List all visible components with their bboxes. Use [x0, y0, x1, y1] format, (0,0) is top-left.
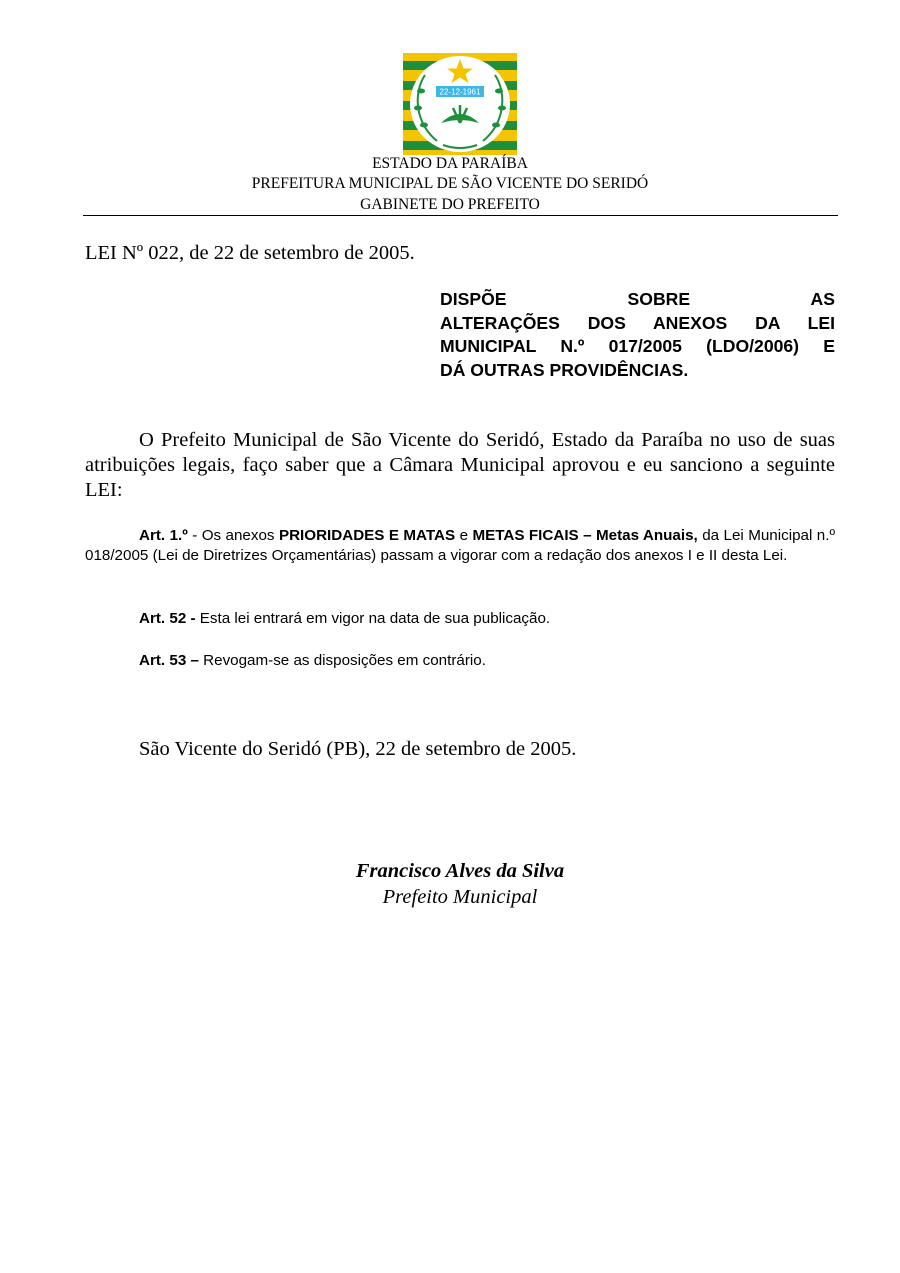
signatory-role: Prefeito Municipal — [382, 886, 538, 908]
header-state: ESTADO DA PARAÍBA — [372, 155, 528, 172]
crest-date: 22-12-1961 — [439, 87, 481, 97]
header-office: GABINETE DO PREFEITO — [360, 196, 540, 213]
municipal-coat-of-arms-icon — [403, 53, 517, 155]
ementa-line: DÁ OUTRAS PROVIDÊNCIAS. — [440, 359, 689, 380]
article-label: Art. 52 - — [139, 610, 196, 627]
header-prefecture: PREFEITURA MUNICIPAL DE SÃO VICENTE DO SERIDÓ — [251, 175, 649, 192]
article-1: Art. 1.º - Os anexos PRIORIDADES E MATAS e METAS FICAIS – Metas Anuais, da Lei Municipal n.º 018/2005 (Lei de Diretrizes Orçamentárias) passam a vigorar com a redação dos anexos I e II desta Lei. — [85, 527, 835, 564]
law-title: LEI Nº 022, de 22 de setembro de 2005. — [85, 242, 415, 264]
law-ementa — [440, 288, 835, 382]
ementa-line: MUNICIPAL N.º 017/2005 (LDO/2006) E — [440, 336, 835, 356]
ementa-line: ALTERAÇÕES DOS ANEXOS DA LEI — [440, 312, 835, 333]
place-date: São Vicente do Seridó (PB), 22 de setembro de 2005. — [139, 738, 577, 760]
article-label: Art. 1.º — [139, 527, 188, 544]
article-52: Art. 52 - Esta lei entrará em vigor na data de sua publicação. — [139, 610, 551, 627]
article-53: Art. 53 – Revogam-se as disposições em contrário. — [139, 652, 486, 669]
ementa-line: DISPÕE SOBRE AS — [440, 289, 835, 309]
signatory-name: Francisco Alves da Silva — [355, 860, 565, 882]
article-label: Art. 53 – — [139, 652, 199, 669]
header-divider — [83, 215, 838, 216]
preamble: O Prefeito Municipal de São Vicente do Seridó, Estado da Paraíba no uso de suas atribuições legais, faço saber que a Câmara Municipal aprovou e eu sanciono a seguinte LEI: — [85, 429, 835, 501]
